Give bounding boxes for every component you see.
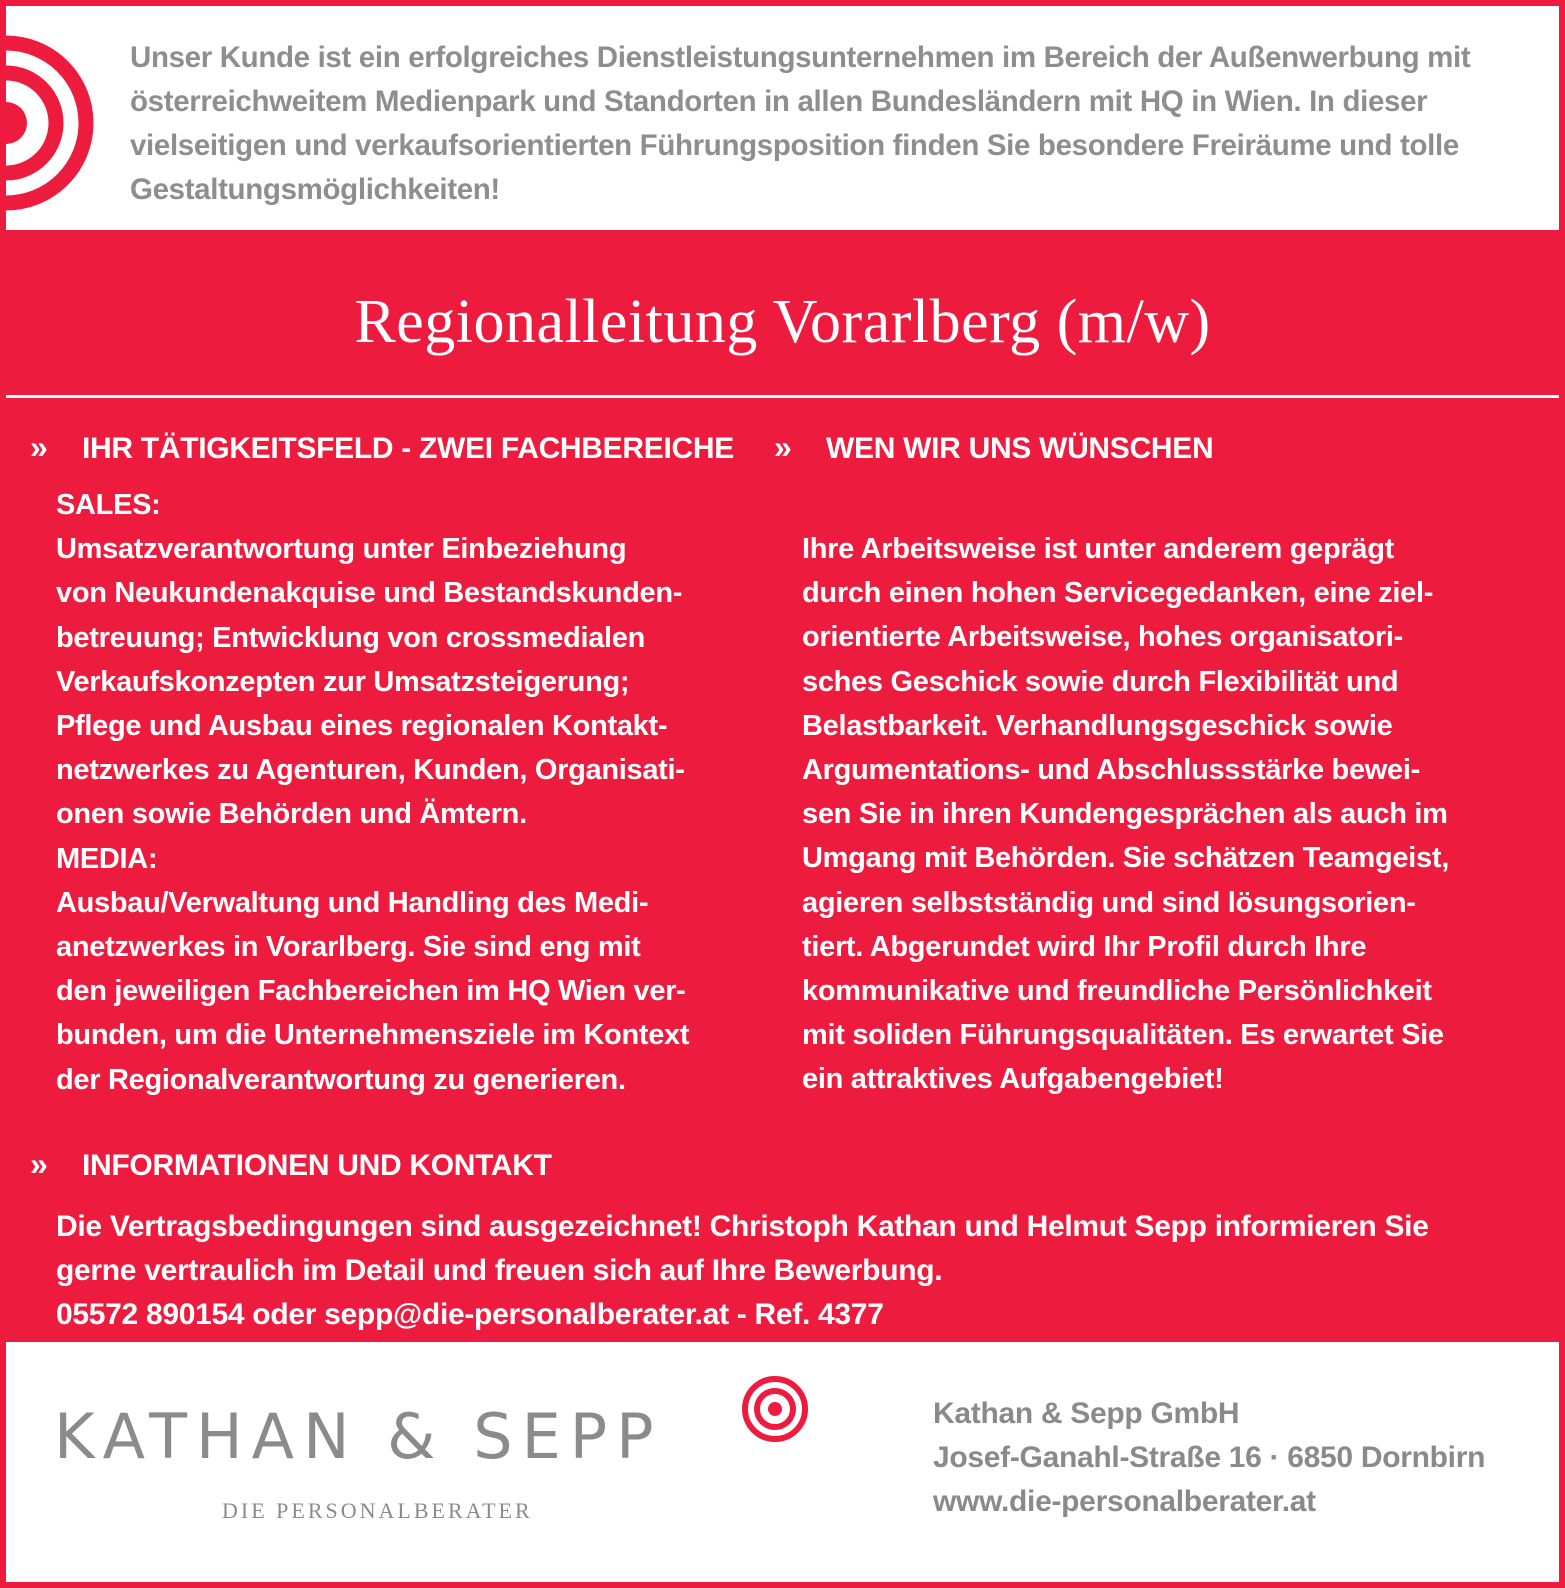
text-line: netzwerkes zu Agenturen, Kunden, Organisati- <box>56 754 685 787</box>
intro-box <box>6 6 1559 230</box>
target-logo-icon <box>740 1374 810 1444</box>
intro-line: österreichweitem Medienpark und Standorten in allen Bundesländern mit HQ in Wien. In dieser <box>130 85 1428 118</box>
company-address <box>933 1392 1485 1524</box>
text-line: mit soliden Führungsqualitäten. Es erwartet Sie <box>802 1019 1444 1052</box>
text-line: den jeweiligen Fachbereichen im HQ Wien ver- <box>56 975 686 1008</box>
text-line: anetzwerkes in Vorarlberg. Sie sind eng mit <box>56 931 641 964</box>
title-band <box>6 230 1559 398</box>
website-link[interactable]: www.die-personalberater.at <box>933 1485 1316 1518</box>
heading-label: IHR TÄTIGKEITSFELD - ZWEI FACHBEREICHE <box>82 432 734 465</box>
text-line: von Neukundenakquise und Bestandskunden- <box>56 577 683 610</box>
intro-line: Gestaltungsmöglichkeiten! <box>130 173 500 206</box>
text-line: der Regionalverantwortung zu generieren. <box>56 1063 626 1096</box>
chevron-right-icon: » <box>30 1146 48 1182</box>
text-line: tiert. Abgerundet wird Ihr Profil durch Ihre <box>802 930 1367 963</box>
text-line: Ausbau/Verwaltung und Handling des Medi- <box>56 886 649 919</box>
company-wordmark: KATHAN & SEPP <box>54 1400 663 1473</box>
text-line: Umsatzverantwortung unter Einbeziehung <box>56 533 627 566</box>
street-address: Josef-Ganahl-Straße 16 · 6850 Dornbirn <box>933 1441 1486 1474</box>
text-line: sen Sie in ihren Kundengesprächen als auch im <box>802 798 1448 831</box>
chevron-right-icon: » <box>30 429 48 465</box>
text-line: Umgang mit Behörden. Sie schätzen Teamgeist, <box>802 842 1449 875</box>
footer <box>6 1342 1559 1582</box>
requirements-text <box>802 527 1449 1102</box>
text-line: MEDIA: <box>56 842 158 875</box>
text-line: kommunikative und freundliche Persönlichkeit <box>802 975 1432 1008</box>
company-name: Kathan & Sepp GmbH <box>933 1397 1240 1430</box>
section-heading-requirements <box>774 429 1213 467</box>
target-logo-icon <box>6 28 96 218</box>
text-line: bunden, um die Unternehmensziele im Kontext <box>56 1019 690 1052</box>
text-line: gerne vertraulich im Detail und freuen sich auf Ihre Bewerbung. <box>56 1254 943 1288</box>
contact-details[interactable]: 05572 890154 oder sepp@die-personalberater.at - Ref. 4377 <box>56 1298 884 1332</box>
section-heading-activities <box>30 429 734 467</box>
text-line: agieren selbstständig und sind lösungsorien- <box>802 886 1416 919</box>
text-line: SALES: <box>56 489 161 521</box>
text-line: durch einen hohen Servicegedanken, eine ziel- <box>802 577 1434 610</box>
job-title: Regionalleitung Vorarlberg (m/w) <box>354 288 1211 356</box>
text-line: Pflege und Ausbau eines regionalen Kontakt- <box>56 710 668 743</box>
text-line: Ihre Arbeitsweise ist unter anderem geprägt <box>802 533 1394 565</box>
text-line: Die Vertragsbedingungen sind ausgezeichnet! Christoph Kathan und Helmut Sepp informieren Sie <box>56 1210 1429 1243</box>
text-line: Belastbarkeit. Verhandlungsgeschick sowie <box>802 709 1393 742</box>
heading-label: WEN WIR UNS WÜNSCHEN <box>826 432 1214 465</box>
intro-text <box>130 36 1530 212</box>
chevron-right-icon: » <box>774 429 792 465</box>
contact-text <box>56 1205 1429 1338</box>
text-line: Argumentations- und Abschlussstärke bewei- <box>802 754 1420 787</box>
text-line: Verkaufskonzepten zur Umsatzsteigerung; <box>56 665 630 698</box>
text-line: onen sowie Behörden und Ämtern. <box>56 798 527 831</box>
text-line: betreuung; Entwicklung von crossmedialen <box>56 621 646 654</box>
text-line: sches Geschick sowie durch Flexibilität und <box>802 665 1399 698</box>
section-heading-contact <box>30 1146 552 1184</box>
heading-label: INFORMATIONEN UND KONTAKT <box>82 1149 552 1182</box>
activities-text <box>56 483 689 1102</box>
text-line: ein attraktives Aufgabengebiet! <box>802 1063 1224 1096</box>
intro-line: Unser Kunde ist ein erfolgreiches Dienstleistungsunternehmen im Bereich der Außenwerbung mit <box>130 41 1471 74</box>
intro-line: vielseitigen und verkaufsorientierten Führungsposition finden Sie besondere Freiräume und tolle <box>130 129 1459 162</box>
text-line: orientierte Arbeitsweise, hohes organisatori- <box>802 621 1404 654</box>
company-tagline: DIE PERSONALBERATER <box>222 1498 533 1523</box>
